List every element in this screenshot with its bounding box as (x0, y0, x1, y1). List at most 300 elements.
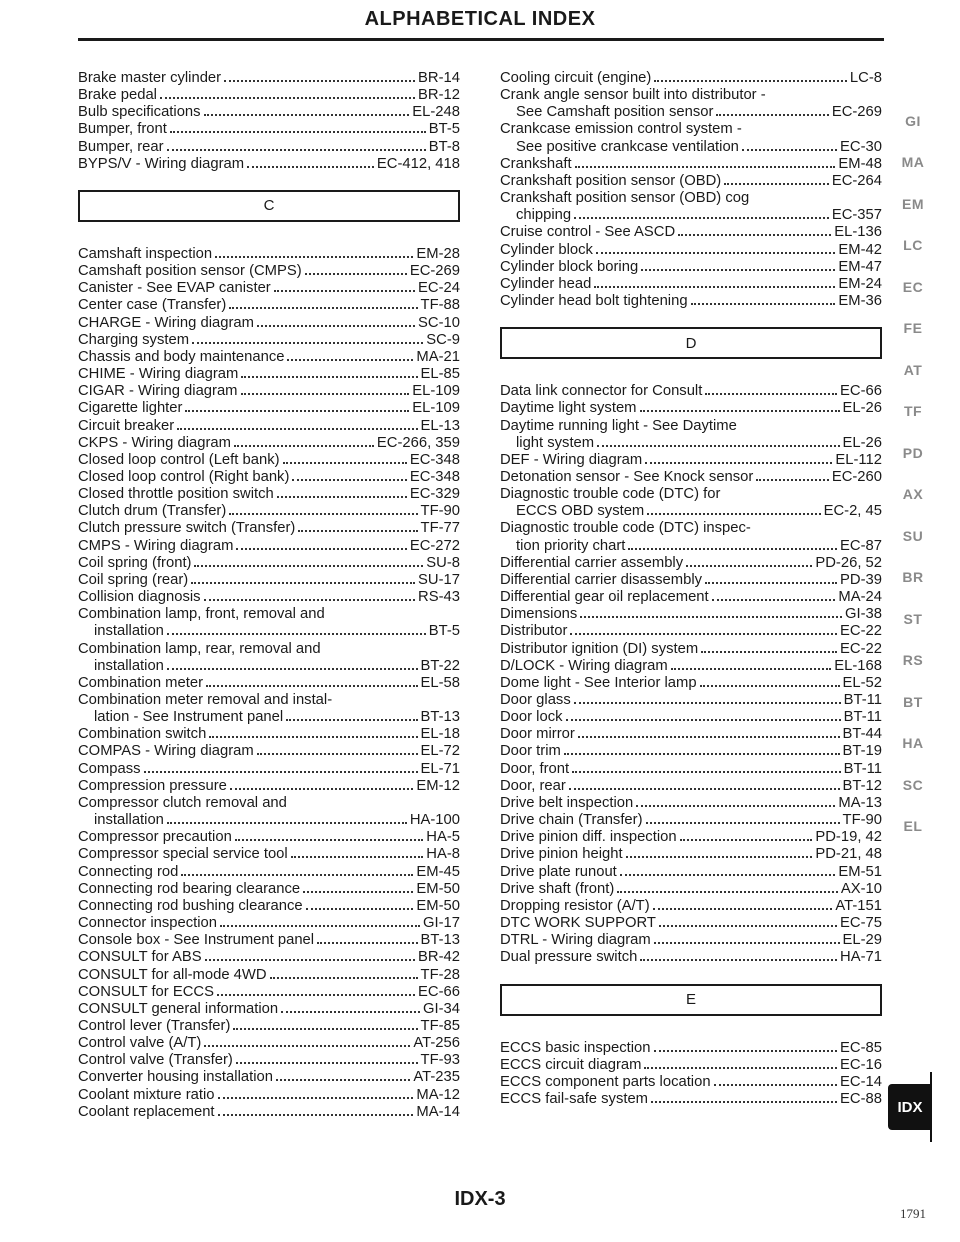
index-entry-label: lation - See Instrument panel (94, 709, 284, 726)
dot-leader (678, 234, 831, 236)
dot-leader (651, 1101, 837, 1103)
index-entry-text: Crank angle sensor built into distributor - (500, 87, 766, 104)
index-entry-page-ref[interactable]: EC-88 (840, 1090, 882, 1107)
index-entry[interactable] (78, 121, 460, 138)
index-entry-page-ref[interactable]: EL-72 (420, 743, 460, 760)
dot-leader (575, 166, 836, 168)
index-entry[interactable] (500, 795, 882, 812)
index-entry[interactable] (78, 383, 460, 400)
index-entry[interactable] (78, 743, 460, 760)
dot-leader (641, 269, 835, 271)
index-entry-page-ref[interactable]: PD-26, 52 (815, 554, 882, 571)
index-entry[interactable] (78, 984, 460, 1001)
tab-su[interactable]: SU (902, 527, 924, 544)
index-entry-page-ref[interactable]: EL-248 (412, 104, 460, 121)
index-entry[interactable] (78, 932, 460, 949)
index-entry-page-ref[interactable]: TF-93 (420, 1052, 460, 1069)
dot-leader (680, 839, 813, 841)
section-gap (500, 967, 882, 984)
dot-leader (645, 462, 832, 464)
index-entry[interactable] (78, 1018, 460, 1035)
tab-br[interactable]: BR (902, 569, 924, 586)
index-entry[interactable] (500, 915, 882, 932)
index-entry-page-ref[interactable]: HA-5 (426, 829, 460, 846)
index-entry[interactable] (500, 139, 882, 156)
index-entry[interactable] (500, 469, 882, 486)
index-entry-label: Distributor ignition (DI) system (500, 640, 699, 657)
dot-leader (640, 959, 837, 961)
index-entry-page-ref[interactable]: GI-34 (422, 1000, 460, 1017)
tab-rs[interactable]: RS (902, 652, 924, 669)
index-entry-page-ref[interactable]: EC-266, 359 (376, 434, 460, 451)
index-entry-label: Crankshaft position sensor (OBD) (500, 172, 722, 189)
index-entry[interactable] (78, 104, 460, 121)
tab-bt[interactable]: BT (903, 693, 923, 710)
dot-leader (204, 1045, 410, 1047)
index-entry-label: Bumper, front (78, 121, 167, 138)
index-entry-page-ref[interactable]: EC-412, 418 (376, 155, 460, 172)
index-entry-page-ref[interactable]: AX-10 (840, 880, 882, 897)
index-entry-page-ref[interactable]: AT-235 (413, 1069, 460, 1086)
dot-leader (220, 925, 420, 927)
index-entry-label: Control lever (Transfer) (78, 1017, 231, 1034)
index-entry-page-ref[interactable]: EL-29 (842, 932, 882, 949)
index-entry[interactable] (500, 572, 882, 589)
index-entry-label: BYPS/V - Wiring diagram (78, 155, 245, 172)
index-entry-page-ref[interactable]: EC-66 (418, 983, 460, 1000)
tab-ec[interactable]: EC (902, 278, 924, 295)
index-entry[interactable] (500, 692, 882, 709)
index-entry-page-ref[interactable]: EM-47 (838, 258, 882, 275)
index-entry-page-ref[interactable]: BT-12 (842, 777, 882, 794)
index-entry[interactable] (78, 1035, 460, 1052)
index-entry[interactable] (78, 366, 460, 383)
index-entry-page-ref[interactable]: EM-24 (838, 275, 882, 292)
index-entry-page-ref[interactable]: EC-66 (840, 383, 882, 400)
index-entry-text: Crankshaft position sensor (OBD) cog (500, 190, 750, 207)
index-entry-page-ref[interactable]: EC-2, 45 (823, 503, 882, 520)
index-entry-page-ref[interactable]: EM-50 (416, 880, 460, 897)
index-entry[interactable] (500, 778, 882, 795)
index-entry[interactable] (78, 503, 460, 520)
index-entry-label: Cigarette lighter (78, 400, 183, 417)
index-entry-page-ref[interactable]: EC-272 (409, 537, 460, 554)
index-entry[interactable] (500, 606, 882, 623)
index-entry[interactable] (78, 349, 460, 366)
index-entry[interactable] (78, 555, 460, 572)
index-entry[interactable] (78, 1052, 460, 1069)
section-gap (500, 359, 882, 383)
index-entry[interactable] (78, 70, 460, 87)
dot-leader (628, 548, 837, 550)
index-entry-page-ref[interactable]: BT-5 (428, 121, 460, 138)
index-entry-page-ref[interactable]: EL-136 (834, 224, 882, 241)
index-entry-page-ref[interactable]: BT-8 (428, 138, 460, 155)
index-entry-text: Diagnostic trouble code (DTC) inspec- (500, 520, 751, 537)
index-entry-page-ref[interactable]: HA-71 (840, 949, 882, 966)
index-entry[interactable] (500, 276, 882, 293)
index-entry[interactable] (500, 383, 882, 400)
index-entry-page-ref[interactable]: MA-24 (838, 589, 882, 606)
index-entry-page-ref[interactable]: BT-11 (843, 760, 882, 777)
index-entry-page-ref[interactable]: MA-21 (416, 348, 460, 365)
index-entry-page-ref[interactable]: PD-21, 48 (815, 846, 882, 863)
index-entry-label: Console box - See Instrument panel (78, 932, 315, 949)
index-entry-page-ref[interactable]: SC-10 (418, 314, 460, 331)
index-entry[interactable] (500, 538, 882, 555)
index-entry-label: ECCS OBD system (516, 503, 645, 520)
index-entry-page-ref[interactable]: TF-88 (420, 297, 460, 314)
index-entry-label: Detonation sensor - See Knock sensor (500, 468, 754, 485)
index-entry-page-ref[interactable]: EM-50 (416, 897, 460, 914)
dot-leader (277, 496, 407, 498)
index-entry[interactable] (500, 761, 882, 778)
index-entry[interactable] (500, 726, 882, 743)
index-entry-label: ECCS component parts location (500, 1073, 711, 1090)
section-tabs (893, 100, 933, 847)
index-entry[interactable] (500, 555, 882, 572)
index-entry[interactable] (500, 658, 882, 675)
index-entry[interactable] (500, 224, 882, 241)
index-entry[interactable] (78, 315, 460, 332)
index-entry-page-ref[interactable]: EC-24 (418, 280, 460, 297)
index-entry-page-ref[interactable]: SU-8 (426, 554, 460, 571)
index-entry-page-ref[interactable]: EL-52 (842, 674, 882, 691)
dot-leader (274, 290, 415, 292)
index-entry[interactable] (78, 418, 460, 435)
index-entry-label: See Camshaft position sensor (516, 104, 714, 121)
index-entry[interactable] (78, 846, 460, 863)
index-entry-label: Camshaft inspection (78, 245, 213, 262)
index-entry-text: Compressor clutch removal and (78, 794, 287, 811)
dot-leader (701, 651, 837, 653)
dot-leader (306, 908, 414, 910)
index-entry-page-ref[interactable]: EC-87 (840, 537, 882, 554)
index-entry-page-ref[interactable]: GI-17 (422, 915, 460, 932)
index-entry-page-ref[interactable]: MA-14 (416, 1103, 460, 1120)
index-entry[interactable] (78, 332, 460, 349)
index-entry[interactable] (78, 572, 460, 589)
index-entry[interactable] (78, 156, 460, 173)
dot-leader (574, 217, 829, 219)
index-entry-page-ref[interactable]: EM-12 (416, 777, 460, 794)
index-entry-page-ref[interactable]: EL-109 (412, 383, 460, 400)
index-entry[interactable] (78, 139, 460, 156)
index-entry[interactable] (500, 949, 882, 966)
index-entry[interactable] (500, 589, 882, 606)
index-entry-text: Combination lamp, rear, removal and (78, 640, 321, 657)
index-entry-page-ref[interactable]: EM-51 (838, 863, 882, 880)
tab-idx[interactable]: IDX (888, 1084, 932, 1130)
index-entry-label: COMPAS - Wiring diagram (78, 743, 254, 760)
index-entry[interactable] (78, 469, 460, 486)
index-entry-page-ref[interactable]: AT-256 (413, 1035, 460, 1052)
index-entry[interactable] (78, 87, 460, 104)
index-entry-label: Connector inspection (78, 915, 218, 932)
index-entry-text: Daytime running light - See Daytime (500, 417, 737, 434)
index-entry[interactable] (500, 675, 882, 692)
index-entry[interactable] (500, 898, 882, 915)
index-entry-page-ref[interactable]: EL-58 (420, 674, 460, 691)
index-entry-page-ref[interactable]: EC-22 (840, 623, 882, 640)
index-entry-label: Brake pedal (78, 87, 157, 104)
index-entry-page-ref[interactable]: EM-28 (416, 245, 460, 262)
index-entry[interactable] (78, 726, 460, 743)
index-entry-page-ref[interactable]: BT-5 (428, 623, 460, 640)
index-entry-page-ref[interactable]: BT-11 (843, 709, 882, 726)
index-entry-page-ref[interactable]: BR-12 (418, 87, 460, 104)
index-entry[interactable] (78, 812, 460, 829)
tab-el[interactable]: EL (903, 818, 923, 835)
index-entry-page-ref[interactable]: EC-348 (409, 451, 460, 468)
index-entry[interactable] (78, 761, 460, 778)
index-entry-label: Door mirror (500, 726, 575, 743)
index-entry-page-ref[interactable]: PD-39 (840, 571, 882, 588)
index-entry-page-ref[interactable]: EL-26 (842, 434, 882, 451)
dot-leader (578, 736, 840, 738)
index-entry-label: CHARGE - Wiring diagram (78, 314, 254, 331)
index-entry-page-ref[interactable]: EL-71 (420, 760, 460, 777)
index-entry[interactable] (500, 709, 882, 726)
index-entry[interactable] (78, 400, 460, 417)
index-entry-label: Charging system (78, 331, 190, 348)
index-entry[interactable] (500, 1074, 882, 1091)
index-entry-page-ref[interactable]: EM-45 (416, 863, 460, 880)
index-entry[interactable] (500, 173, 882, 190)
dot-leader (705, 582, 837, 584)
index-entry[interactable] (78, 864, 460, 881)
index-entry[interactable] (78, 778, 460, 795)
index-entry-page-ref[interactable]: BT-19 (842, 743, 882, 760)
tab-fe[interactable]: FE (903, 320, 923, 337)
index-entry[interactable] (500, 452, 882, 469)
index-entry-page-ref[interactable]: BT-44 (842, 726, 882, 743)
index-entry[interactable] (500, 156, 882, 173)
index-entry[interactable] (500, 242, 882, 259)
index-entry[interactable] (500, 846, 882, 863)
index-entry-label: Cylinder block boring (500, 258, 639, 275)
index-entry-page-ref[interactable]: EC-16 (840, 1056, 882, 1073)
index-entry-page-ref[interactable]: EC-269 (409, 263, 460, 280)
index-entry-page-ref[interactable]: TF-90 (420, 503, 460, 520)
index-entry-page-ref[interactable]: EM-36 (838, 293, 882, 310)
dot-leader (235, 839, 423, 841)
index-entry-page-ref[interactable]: EC-75 (840, 915, 882, 932)
tab-st[interactable]: ST (903, 610, 923, 627)
index-entry[interactable] (500, 207, 882, 224)
dot-leader (236, 548, 406, 550)
index-entry-page-ref[interactable]: EM-48 (838, 155, 882, 172)
index-entry-label: CKPS - Wiring diagram (78, 434, 231, 451)
index-entry[interactable] (500, 1040, 882, 1057)
dot-leader (617, 891, 838, 893)
tab-gi[interactable]: GI (905, 112, 921, 129)
index-entry-page-ref[interactable]: EL-109 (412, 400, 460, 417)
index-entry-page-ref[interactable]: SU-17 (418, 571, 460, 588)
tab-em[interactable]: EM (902, 195, 924, 212)
index-entry-label: ECCS basic inspection (500, 1039, 651, 1056)
index-entry[interactable] (500, 435, 882, 452)
index-entry[interactable] (78, 709, 460, 726)
title-rule (78, 38, 884, 41)
index-entry[interactable] (500, 400, 882, 417)
index-entry[interactable] (78, 280, 460, 297)
index-entry[interactable] (78, 898, 460, 915)
index-entry-label: CMPS - Wiring diagram (78, 537, 234, 554)
dot-leader (170, 131, 426, 133)
dot-leader (215, 256, 413, 258)
index-entry[interactable] (78, 1104, 460, 1121)
index-entry[interactable] (78, 435, 460, 452)
index-entry[interactable] (78, 589, 460, 606)
index-entry[interactable] (500, 641, 882, 658)
index-entry-page-ref[interactable]: EL-168 (834, 657, 882, 674)
index-entry-page-ref[interactable]: BT-11 (843, 692, 882, 708)
index-entry[interactable] (78, 520, 460, 537)
section-gap (78, 173, 460, 190)
index-entry-label: Connecting rod (78, 863, 179, 880)
tab-pd[interactable]: PD (902, 444, 924, 461)
index-entry[interactable] (500, 829, 882, 846)
dot-leader (241, 393, 410, 395)
index-entry[interactable] (500, 743, 882, 760)
index-entry-page-ref[interactable]: EC-260 (831, 468, 882, 485)
dot-leader (691, 303, 836, 305)
index-entry-page-ref[interactable]: EM-42 (838, 241, 882, 258)
index-entry-page-ref[interactable]: TF-90 (842, 812, 882, 829)
index-entry-page-ref[interactable]: EC-85 (840, 1039, 882, 1056)
index-entry-label: light system (516, 434, 595, 451)
index-entry-label: Drive pinion height (500, 846, 623, 863)
index-entry-page-ref[interactable]: AT-151 (835, 897, 882, 914)
dot-leader (705, 393, 837, 395)
dot-leader (686, 565, 812, 567)
index-entry-label: Door lock (500, 709, 563, 726)
index-entry[interactable] (500, 932, 882, 949)
index-entry[interactable] (78, 915, 460, 932)
index-entry[interactable] (78, 829, 460, 846)
index-entry[interactable] (78, 949, 460, 966)
index-entry[interactable] (500, 812, 882, 829)
index-entry-page-ref[interactable]: EL-13 (420, 417, 460, 434)
index-entry-page-ref[interactable]: TF-85 (420, 1017, 460, 1034)
dot-leader (564, 753, 840, 755)
index-entry[interactable] (500, 881, 882, 898)
tab-ha[interactable]: HA (902, 735, 924, 752)
index-entry-page-ref[interactable]: MA-13 (838, 794, 882, 811)
index-entry-page-ref[interactable]: LC-8 (849, 70, 882, 86)
dot-leader (218, 1114, 414, 1116)
tab-ma[interactable]: MA (901, 154, 925, 171)
index-entry-page-ref[interactable]: BR-14 (418, 70, 460, 86)
tab-tf[interactable]: TF (903, 403, 923, 420)
index-entry-page-ref[interactable]: RS-43 (418, 589, 460, 606)
index-entry[interactable] (78, 297, 460, 314)
index-entry[interactable] (78, 1069, 460, 1086)
dot-leader (569, 788, 840, 790)
index-entry-page-ref[interactable]: EL-85 (420, 366, 460, 383)
index-entry[interactable] (78, 1087, 460, 1104)
tab-at[interactable]: AT (903, 361, 923, 378)
index-entry-page-ref[interactable]: BT-13 (420, 932, 460, 949)
index-entry-page-ref[interactable]: EC-30 (840, 138, 882, 155)
index-entry-page-ref[interactable]: EL-112 (835, 451, 882, 468)
index-entry[interactable] (78, 967, 460, 984)
index-entry-label: Collision diagnosis (78, 589, 201, 606)
index-entry-page-ref[interactable]: HA-100 (409, 812, 460, 829)
index-entry-label: CHIME - Wiring diagram (78, 366, 239, 383)
index-entry-label: Compressor precaution (78, 829, 232, 846)
index-entry-page-ref[interactable]: EC-264 (831, 172, 882, 189)
index-entry[interactable] (78, 452, 460, 469)
index-entry-label: Drive pinion diff. inspection (500, 829, 677, 846)
index-entry-label: Dual pressure switch (500, 949, 638, 966)
index-entry-page-ref[interactable]: PD-19, 42 (815, 829, 882, 846)
index-entry[interactable] (500, 1091, 882, 1108)
index-entry-label: Compression pressure (78, 777, 227, 794)
index-entry-page-ref[interactable]: TF-77 (420, 520, 460, 537)
index-entry[interactable] (78, 881, 460, 898)
index-entry[interactable] (500, 503, 882, 520)
index-entry[interactable] (78, 675, 460, 692)
index-entry-page-ref[interactable]: EC-269 (831, 104, 882, 121)
index-entry[interactable] (78, 263, 460, 280)
index-entry-page-ref[interactable]: MA-12 (416, 1086, 460, 1103)
index-entry-page-ref[interactable]: EC-22 (840, 640, 882, 657)
index-entry[interactable] (500, 104, 882, 121)
index-entry[interactable] (78, 246, 460, 263)
index-entry[interactable] (78, 623, 460, 640)
index-entry[interactable] (500, 70, 882, 87)
index-entry-page-ref[interactable]: BT-13 (420, 709, 460, 726)
index-entry[interactable] (78, 486, 460, 503)
index-entry-page-ref[interactable]: EC-348 (409, 468, 460, 485)
index-entry-page-ref[interactable]: EL-18 (420, 726, 460, 743)
index-entry[interactable] (500, 293, 882, 310)
dot-leader (305, 273, 407, 275)
index-entry-page-ref[interactable]: HA-8 (426, 846, 460, 863)
index-entry-page-ref[interactable]: EC-14 (840, 1073, 882, 1090)
index-entry-page-ref[interactable]: BR-42 (418, 949, 460, 966)
dot-leader (241, 376, 417, 378)
index-entry-page-ref[interactable]: EC-329 (409, 486, 460, 503)
dot-leader (636, 805, 835, 807)
dot-leader (640, 410, 840, 412)
tab-sc[interactable]: SC (902, 776, 924, 793)
index-entry[interactable] (500, 1057, 882, 1074)
section-gap (500, 310, 882, 327)
page-number: 1791 (900, 1206, 926, 1221)
index-entry[interactable] (500, 623, 882, 640)
index-entry-label: Circuit breaker (78, 417, 175, 434)
index-entry-page-ref[interactable]: EL-26 (842, 400, 882, 417)
index-entry-label: Door glass (500, 692, 571, 708)
tab-lc[interactable]: LC (903, 237, 923, 254)
index-entry[interactable] (78, 538, 460, 555)
index-entry[interactable] (78, 658, 460, 675)
dot-leader (185, 410, 409, 412)
index-entry-page-ref[interactable]: GI-38 (844, 606, 882, 623)
index-entry-page-ref[interactable]: SC-9 (426, 331, 460, 348)
index-entry[interactable] (500, 864, 882, 881)
index-entry-page-ref[interactable]: EC-357 (831, 207, 882, 224)
index-entry-page-ref[interactable]: BT-22 (420, 657, 460, 674)
index-entry-label: Dropping resistor (A/T) (500, 897, 650, 914)
tab-ax[interactable]: AX (902, 486, 924, 503)
index-entry[interactable] (500, 259, 882, 276)
index-entry[interactable] (78, 1001, 460, 1018)
index-entry-page-ref[interactable]: TF-28 (420, 966, 460, 983)
